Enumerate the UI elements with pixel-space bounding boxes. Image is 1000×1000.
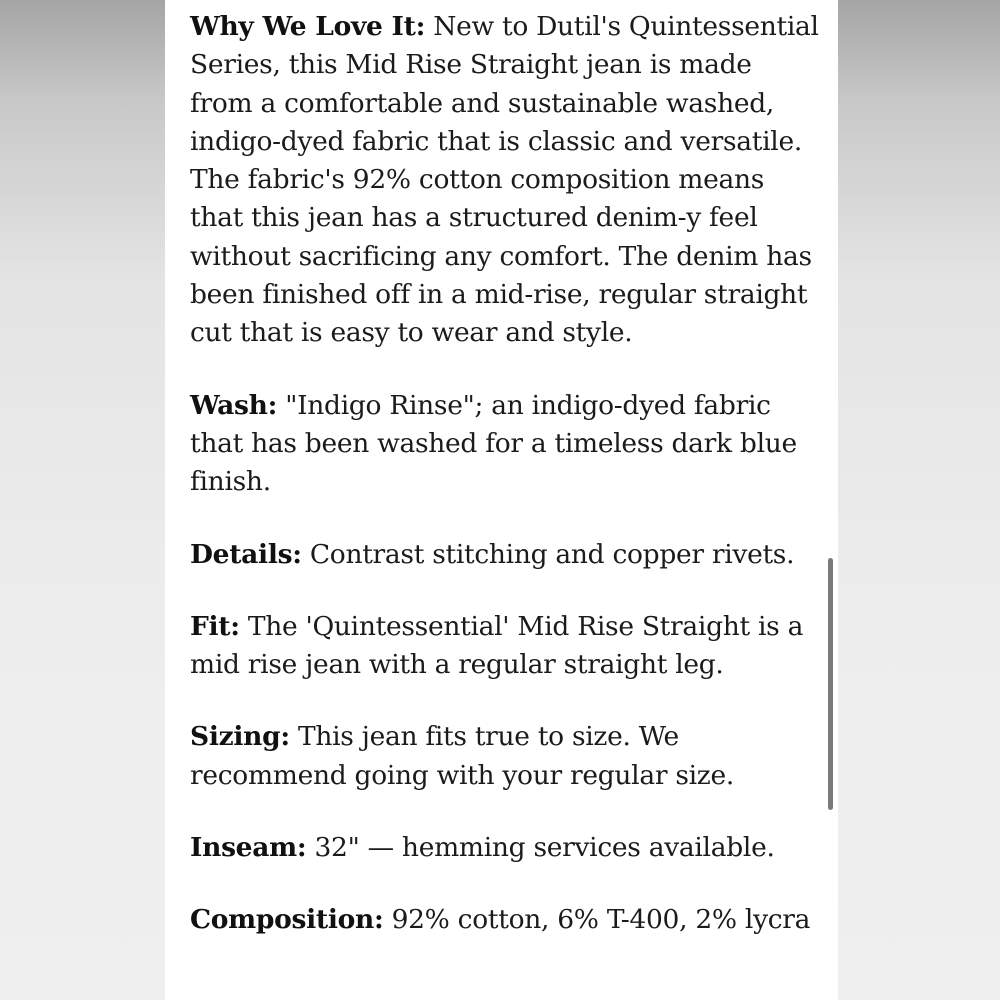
vertical-scrollbar[interactable] bbox=[828, 558, 833, 810]
why-we-love-it-text: New to Dutil's Quintessential Series, this Mid Rise Straight jean is made from a comfortable and sustainable washed, indigo-dyed fabric that is classic and versatile. The fabric's 92% cotton composition means that this jean has a structured denim-y feel without sacrificing any comfort. The denim has been finished off in a mid-rise, regular straight cut that is easy to wear and style. bbox=[190, 11, 819, 349]
composition-text: 92% cotton, 6% T-400, 2% lycra bbox=[391, 904, 811, 936]
wash-label: Wash: bbox=[190, 389, 278, 421]
inseam-text: 32" — hemming services available. bbox=[314, 832, 775, 864]
right-backdrop bbox=[838, 0, 1000, 1000]
details-label: Details: bbox=[190, 538, 302, 570]
details-text: Contrast stitching and copper rivets. bbox=[309, 538, 795, 570]
sizing-paragraph bbox=[190, 718, 820, 795]
composition-label: Composition: bbox=[190, 904, 384, 936]
description-sheet bbox=[165, 0, 838, 1000]
fit-text: The 'Quintessential' Mid Rise Straight is a mid rise jean with a regular straight leg. bbox=[190, 610, 804, 681]
sizing-text: This jean fits true to size. We recommend going with your regular size. bbox=[190, 721, 734, 791]
product-description bbox=[190, 8, 820, 974]
sizing-label: Sizing: bbox=[190, 721, 290, 753]
inseam-label: Inseam: bbox=[190, 832, 307, 864]
inseam-paragraph bbox=[190, 829, 820, 867]
why-we-love-it-paragraph bbox=[190, 8, 820, 353]
fit-paragraph bbox=[190, 608, 820, 685]
wash-text: "Indigo Rinse"; an indigo-dyed fabric that has been washed for a timeless dark blue finish. bbox=[190, 389, 797, 498]
wash-paragraph bbox=[190, 387, 820, 502]
composition-paragraph bbox=[190, 901, 820, 939]
left-backdrop bbox=[0, 0, 165, 1000]
details-paragraph bbox=[190, 536, 820, 574]
fit-label: Fit: bbox=[190, 610, 240, 642]
why-we-love-it-label: Why We Love It: bbox=[190, 11, 426, 42]
